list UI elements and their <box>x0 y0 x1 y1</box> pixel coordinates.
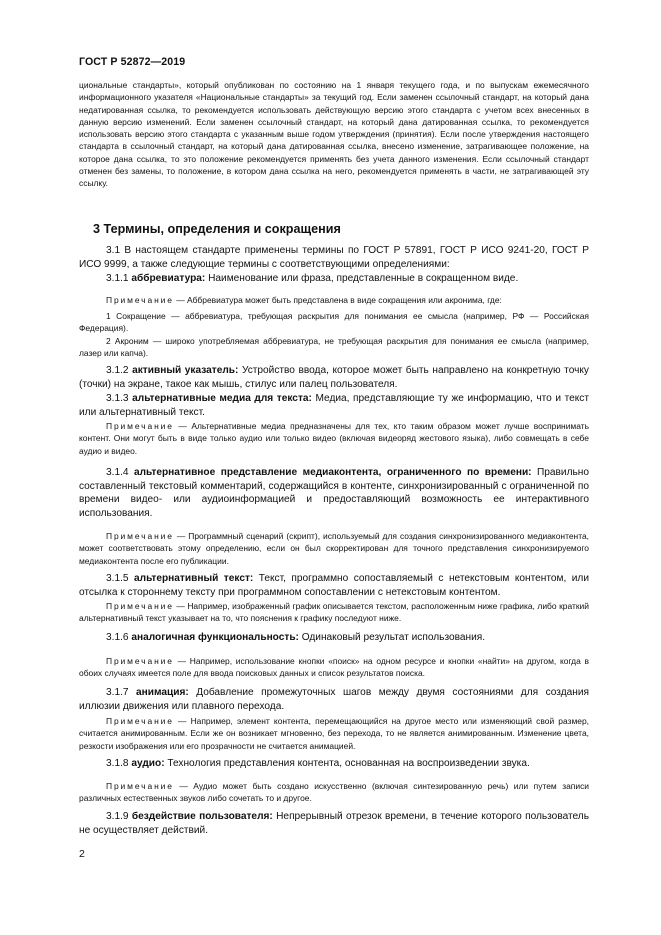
term-name: аудио: <box>131 758 165 769</box>
term-definition: Технология представления контента, основанная на воспроизведении звука. <box>164 758 530 769</box>
note-3-1-3 <box>79 420 589 457</box>
term-number: 3.1.1 <box>106 273 132 284</box>
note-text: — Программный сценарий (скрипт), используемый для создания синхронизированного медиаконтента, может соответствовать этому определению, если он был скорректирован для точного представления синхронизируемого медиаконтента после его публикации. <box>79 531 589 566</box>
page-number: 2 <box>79 848 85 860</box>
note-label: Примечание <box>106 716 174 726</box>
term-name: альтернативное представление медиаконтента, ограниченного по времени: <box>133 467 532 478</box>
term-name: активный указатель: <box>132 365 239 376</box>
term-definition: Добавление промежуточных шагов между двумя состояниями для создания иллюзии движения или плавного перехода. <box>79 687 589 712</box>
note-3-1-4 <box>79 530 589 567</box>
term-number: 3.1.6 <box>106 632 132 643</box>
term-number: 3.1.4 <box>106 467 134 478</box>
intro-paragraph: циональные стандарты», который опубликован по состоянию на 1 января текущего года, и по выпускам ежемесячного информационного указателя «Национальные стандарты» за текущий год. Если заменен ссылочный стандарт, на который дана недатированная ссылка, то рекомендуется использовать действующую версию этого стандарта с учетом всех внесенных в данную версию изменений. Если заменен ссылочный стандарт, на который дана датированная ссылка, то рекомендуется использовать версию этого стандарта с указанным выше годом утверждения (принятия). Если после утверждения настоящего стандарта в ссылочный стандарт, на который дана датированная ссылка, внесено изменение, затрагивающее положение, на которое дана ссылка, то это положение рекомендуется применять без учета данного изменения. Если ссылочный стандарт отменен без замены, то положение, в котором дана ссылка на него, рекомендуется применять в части, не затрагивающей эту ссылку. <box>79 80 589 189</box>
term-definition: Одинаковый результат использования. <box>298 632 486 643</box>
term-name: аналогичная функциональность: <box>131 632 299 643</box>
section-title: 3 Термины, определения и сокращения <box>93 222 341 236</box>
term-definition: Непрерывный отрезок времени, в течение которого пользователь не осуществляет действий. <box>79 811 589 836</box>
clause-3-1: 3.1 В настоящем стандарте применены термины по ГОСТ Р 57891, ГОСТ Р ИСО 9241-20, ГОСТ Р ИСО 9999, а также следующие термины с соответствующими определениями: <box>79 245 589 270</box>
term-name: альтернативные медиа для текста: <box>132 393 312 404</box>
note-label: Примечание <box>106 781 174 791</box>
note-3-1-1 <box>79 294 589 306</box>
note-text: — Альтернативные медиа предназначены для тех, кто таким образом может лучше воспринимать контент. Они могут быть в виде только аудио или только видео (включая видеоряд жестового языка), либо совмещать в себе аудио и видео. <box>79 421 589 456</box>
note-text: — Например, использование кнопки «поиск» на одном ресурсе и кнопки «найти» на другом, когда в обоих случаях имеется поле для ввода поисковых данных и список результатов поиска. <box>79 656 589 679</box>
note-label: Примечание <box>106 601 174 611</box>
note-3-1-1-item-2: 2 Акроним — широко употребляемая аббревиатура, не требующая раскрытия для понимания ее смысла (например, лазер или капча). <box>79 336 589 359</box>
term-name: альтернативный текст: <box>134 573 254 584</box>
term-name: аббревиатура: <box>131 273 206 284</box>
term-3-1-1 <box>79 272 589 286</box>
term-definition: Наименование или фраза, представленные в сокращенном виде. <box>205 273 519 284</box>
term-3-1-4 <box>79 466 589 521</box>
note-text: — Например, элемент контента, перемещающийся на другое место или изменяющий свой размер, считается анимированным. Если же он возникает мгновенно, без перехода, то не является анимированным. Изменение цвета, резкости изображения или его прозрачности не считается анимацией. <box>79 716 589 751</box>
term-3-1-7 <box>79 686 589 713</box>
note-label: Примечание <box>106 531 174 541</box>
note-label: Примечание <box>106 421 174 431</box>
term-name: анимация: <box>136 687 189 698</box>
term-definition: Текст, программно сопоставляемый с нетекстовым контентом, или отсылка к стороннему тексту при программном сопоставлении с нетекстовым контентом. <box>79 573 589 598</box>
document-header: ГОСТ Р 52872—2019 <box>79 56 186 68</box>
term-definition: Устройство ввода, которое может быть направлено на конкретную точку (точки) на экране, такое как мышь, стилус или палец пользователя. <box>79 365 589 390</box>
note-text: — Например, изображенный график описывается текстом, расположенным ниже графика, либо краткий альтернативный текст указывает на то, что пояснения к графику последуют ниже. <box>79 601 589 624</box>
term-number: 3.1.7 <box>106 687 137 698</box>
term-definition: Медиа, представляющие ту же информацию, что и текст или альтернативный текст. <box>79 393 589 418</box>
term-3-1-6 <box>79 631 589 645</box>
term-3-1-9 <box>79 810 589 837</box>
term-number: 3.1.3 <box>106 393 133 404</box>
term-3-1-8 <box>79 757 589 771</box>
term-3-1-3 <box>79 392 589 419</box>
note-3-1-8 <box>79 780 589 805</box>
term-number: 3.1.5 <box>106 573 134 584</box>
term-name: бездействие пользователя: <box>131 811 273 822</box>
term-3-1-2 <box>79 364 589 391</box>
note-3-1-7 <box>79 715 589 752</box>
term-number: 3.1.9 <box>106 811 132 822</box>
note-text: — Аббревиатура может быть представлена в виде сокращения или акронима, где: <box>173 295 502 305</box>
note-label: Примечание <box>106 656 174 666</box>
note-label: Примечание <box>106 295 174 305</box>
note-3-1-5 <box>79 600 589 625</box>
note-3-1-6 <box>79 655 589 680</box>
term-number: 3.1.8 <box>106 758 132 769</box>
note-3-1-1-item-1: 1 Сокращение — аббревиатура, требующая раскрытия для понимания ее смысла (например, РФ — Российская Федерация). <box>79 311 589 334</box>
term-3-1-5 <box>79 572 589 599</box>
note-text: — Аудио может быть создано искусственно (включая синтезированную речь) или путем записи различных естественных звуков либо сочетать то и другое. <box>79 781 589 804</box>
term-definition: Правильно составленный текстовый комментарий, содержащийся в контенте, синхронизированный с ограниченной по времени видео- или аудиоинформацией и предоставляющий возможность ее интерактивного использования. <box>79 467 589 520</box>
term-number: 3.1.2 <box>106 365 133 376</box>
